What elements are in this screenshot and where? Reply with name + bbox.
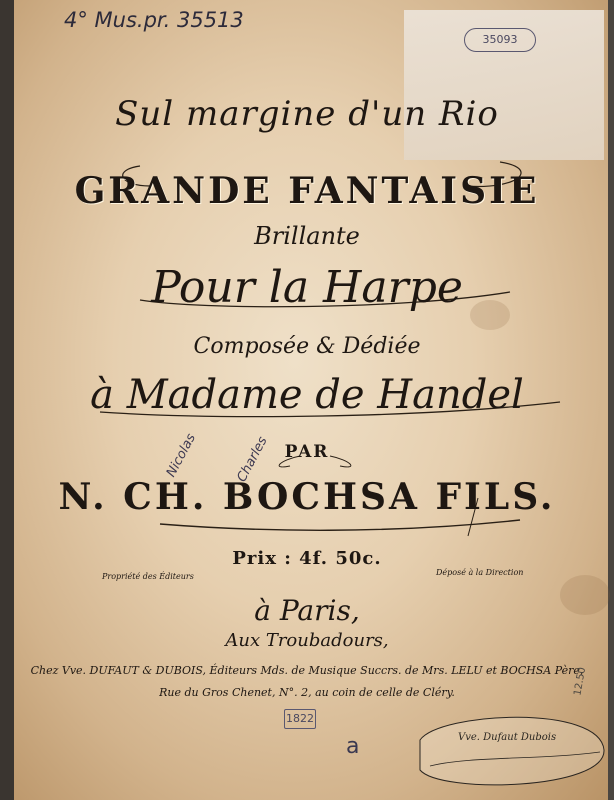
publisher-line: Chez Vve. DUFAUT & DUBOIS, Éditeurs Mds. de Musique Succrs. de Mrs. LELU et BOCHSA Père, xyxy=(30,664,584,677)
title-line-3: Brillante xyxy=(254,222,360,250)
by-label: PAR xyxy=(284,442,330,462)
composer-name: N. CH. BOCHSA FILS. xyxy=(58,476,556,518)
title-line-5: Composée & Dédiée xyxy=(193,334,421,359)
depose-note: Déposé à la Direction xyxy=(436,568,524,577)
title-line-2: GRANDE FANTAISIE xyxy=(74,170,540,212)
propriete-note: Propriété des Éditeurs xyxy=(102,572,194,581)
title-line-4: Pour la Harpe xyxy=(151,262,463,313)
publisher-signature: Vve. Dufaut Dubois xyxy=(458,732,557,743)
venue: Aux Troubadours, xyxy=(225,630,389,651)
pencil-annotation: Charles xyxy=(234,434,271,485)
year-stamp: 1822 xyxy=(284,709,316,729)
shelfmark: 4° Mus.pr. 35513 xyxy=(64,8,244,32)
side-price: 12.50 xyxy=(572,666,589,697)
pencil-annotation: Nicolas xyxy=(163,431,200,480)
address-line: Rue du Gros Chenet, N°. 2, au coin de celle de Cléry. xyxy=(159,686,455,699)
library-stamp: 35093 xyxy=(464,28,536,52)
price: Prix : 4f. 50c. xyxy=(232,548,382,569)
place: à Paris, xyxy=(254,594,360,627)
title-line-6: à Madame de Handel xyxy=(90,372,524,418)
handwritten-mark: a xyxy=(346,734,360,759)
title-line-1: Sul margine d'un Rio xyxy=(115,94,499,134)
